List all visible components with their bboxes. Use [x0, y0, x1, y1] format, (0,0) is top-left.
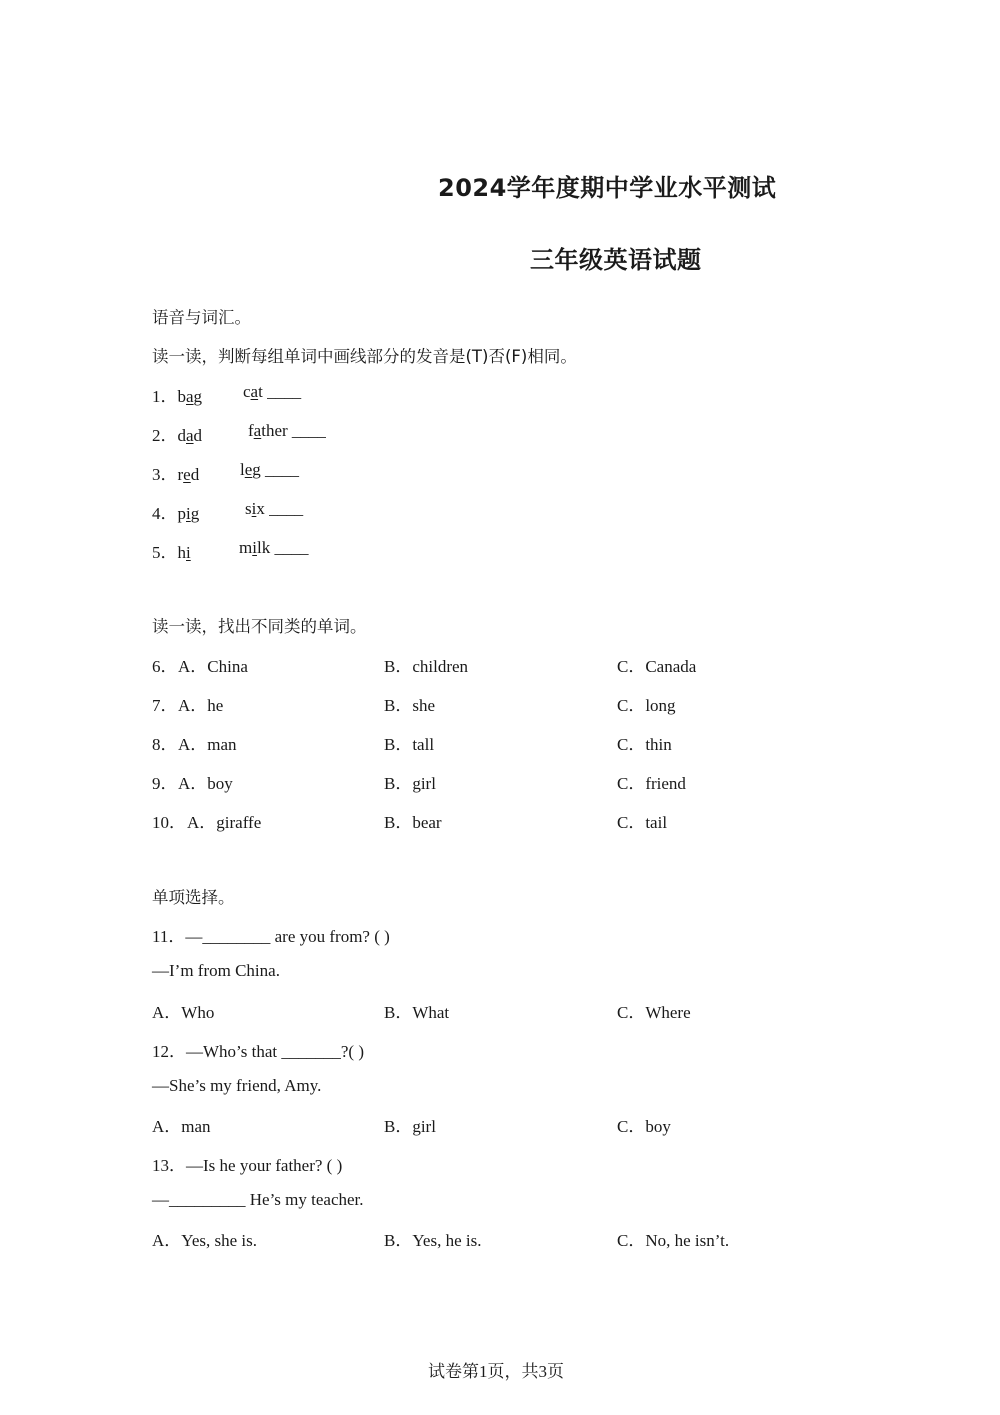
section-instruction-phonics: 读一读，判断每组单词中画线部分的发音是(T)否(F)相同。: [152, 347, 577, 366]
section-instruction-odd-one-out: 读一读，找出不同类的单词。: [152, 617, 367, 636]
word-part: f: [248, 421, 254, 440]
option-c: C．friend: [617, 774, 686, 793]
page-subtitle: 三年级英语试题: [530, 246, 702, 274]
phonics-item: [152, 538, 191, 563]
underlined-letter: a: [250, 382, 259, 401]
item-number: 4．: [152, 504, 178, 523]
page-title: 2024学年度期中学业水平测试: [438, 174, 777, 202]
phonics-second-word: [248, 421, 326, 441]
item-number: 1．: [152, 387, 178, 406]
word-part: x: [256, 499, 265, 518]
underlined-letter: a: [186, 426, 194, 445]
response-text: —I’m from China.: [152, 961, 280, 980]
item-number: 3．: [152, 465, 178, 484]
word-part: d: [177, 426, 186, 445]
underlined-letter: a: [253, 421, 262, 440]
phonics-item: [152, 460, 199, 485]
phonics-second-word: [243, 382, 301, 402]
item-number: 9．: [152, 774, 178, 793]
word-part: lk: [256, 538, 271, 557]
word-first: [178, 426, 203, 445]
option-b: B．bear: [384, 813, 442, 832]
option-a: A．boy: [178, 774, 233, 793]
underlined-letter: a: [186, 387, 194, 406]
word-part: d: [190, 465, 200, 484]
question-text: 13．—Is he your father? ( ): [152, 1156, 343, 1175]
word-part: h: [177, 543, 186, 562]
phonics-second-word: [240, 460, 299, 480]
question-text: 12．—Who’s that _______?( ): [152, 1042, 364, 1061]
underlined-letter: i: [186, 504, 191, 523]
option-a: A．Who: [152, 1003, 215, 1022]
word-part: d: [193, 426, 203, 445]
option-c: C．tail: [617, 813, 668, 832]
option-c: C．Canada: [617, 657, 697, 676]
section-heading-phonics: 语音与词汇。: [152, 308, 251, 327]
response-text: —She’s my friend, Amy.: [152, 1076, 322, 1095]
option-b: B．girl: [384, 774, 436, 793]
phonics-item: [152, 421, 202, 446]
item-number: 2．: [152, 426, 178, 445]
page-footer: 试卷第1页，共3页: [428, 1362, 564, 1381]
option-c: C．long: [617, 696, 676, 715]
item-number: 8．: [152, 735, 178, 754]
option-c: C．boy: [617, 1117, 671, 1136]
word-first: [178, 543, 191, 562]
phonics-second-word: [245, 499, 303, 519]
option-c: C．thin: [617, 735, 672, 754]
phonics-second-word: [239, 538, 308, 558]
word-part: r: [177, 465, 184, 484]
underlined-letter: i: [252, 538, 257, 557]
word-part: s: [245, 499, 252, 518]
option-a: A．man: [152, 1117, 211, 1136]
response-text: —_________ He’s my teacher.: [152, 1190, 364, 1209]
word-part: ther: [261, 421, 288, 440]
word-part: g: [193, 387, 203, 406]
phonics-item: [152, 499, 199, 524]
word-part: b: [177, 387, 186, 406]
underlined-letter: i: [251, 499, 257, 518]
option-b: B．Yes, he is.: [384, 1231, 482, 1250]
answer-blank: ____: [267, 382, 302, 401]
word-part: p: [177, 504, 186, 523]
underlined-letter: e: [244, 460, 253, 479]
word-part: g: [252, 460, 261, 479]
option-b: B．girl: [384, 1117, 436, 1136]
option-a: A．China: [178, 657, 248, 676]
question-text: 11．—________ are you from? ( ): [152, 927, 390, 946]
option-a: A．he: [178, 696, 224, 715]
word-part: g: [190, 504, 200, 523]
word-first: [178, 387, 203, 406]
option-c: C．No, he isn’t.: [617, 1231, 730, 1250]
option-b: B．What: [384, 1003, 450, 1022]
answer-blank: ____: [291, 421, 326, 440]
word-first: [178, 465, 200, 484]
word-part: m: [239, 538, 253, 557]
option-b: B．she: [384, 696, 435, 715]
option-c: C．Where: [617, 1003, 691, 1022]
item-number: 6．: [152, 657, 178, 676]
underlined-letter: i: [186, 543, 191, 562]
underlined-letter: e: [183, 465, 191, 484]
word-part: t: [258, 382, 263, 401]
answer-blank: ____: [265, 460, 300, 479]
phonics-item: [152, 382, 202, 407]
item-number: 7．: [152, 696, 178, 715]
option-a: A．giraffe: [187, 813, 262, 832]
item-number: 10．: [152, 813, 186, 832]
word-part: l: [240, 460, 245, 479]
word-part: c: [243, 382, 251, 401]
item-number: 5．: [152, 543, 178, 562]
option-a: A．man: [178, 735, 237, 754]
option-b: B．tall: [384, 735, 435, 754]
answer-blank: ____: [274, 538, 309, 557]
answer-blank: ____: [269, 499, 304, 518]
option-b: B．children: [384, 657, 469, 676]
section-heading-choice: 单项选择。: [152, 888, 235, 907]
word-first: [178, 504, 200, 523]
option-a: A．Yes, she is.: [152, 1231, 258, 1250]
